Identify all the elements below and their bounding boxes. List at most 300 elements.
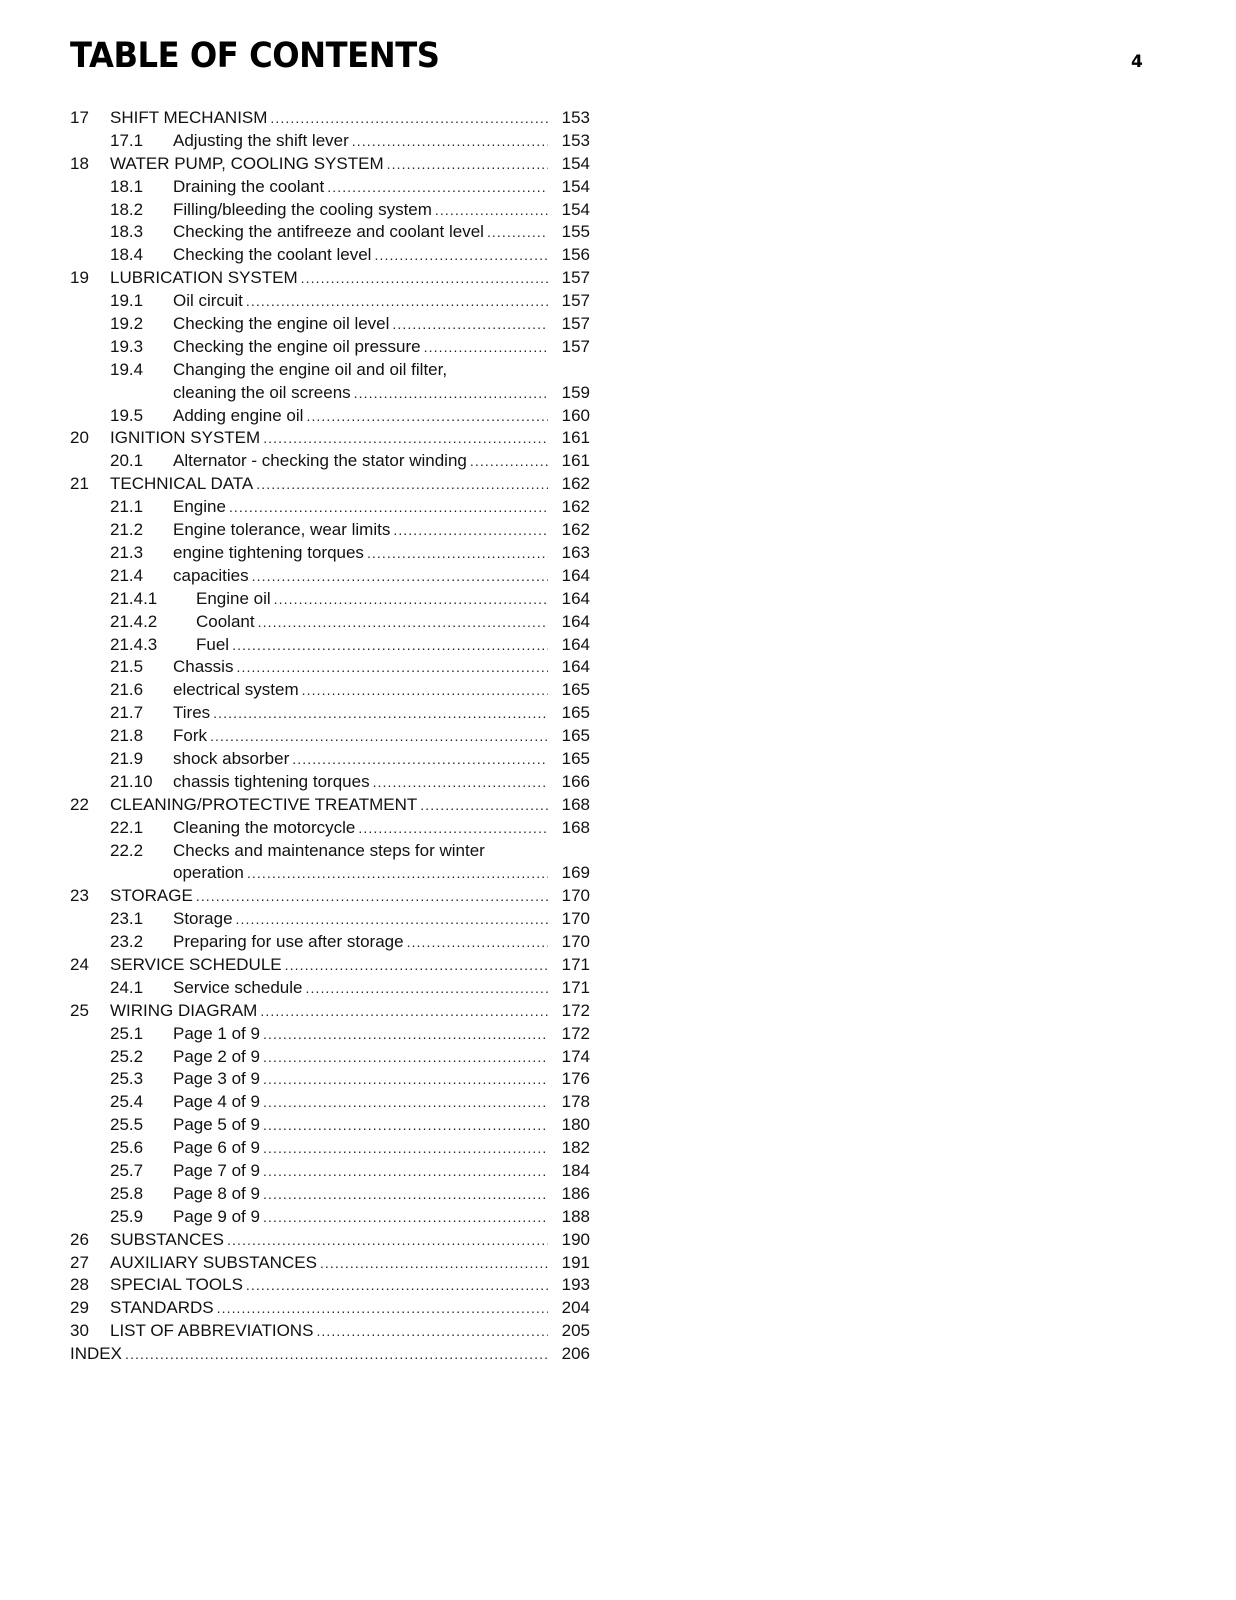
toc-entry-body	[173, 908, 590, 931]
toc-entry-title: Storage	[173, 908, 236, 931]
toc-entry-number: 20.1	[110, 451, 144, 471]
toc-entry-body	[173, 977, 590, 1000]
toc-entry[interactable]	[70, 794, 590, 817]
toc-entry-number: 25.9	[110, 1206, 144, 1226]
toc-entry-page: 165	[561, 703, 590, 723]
dot-leader	[258, 611, 548, 634]
toc-entry[interactable]	[70, 748, 590, 771]
toc-entry-number: 18.4	[110, 245, 144, 265]
toc-entry-body	[173, 1068, 590, 1091]
toc-entry-number: 27	[70, 1252, 89, 1272]
toc-entry-number: 18.2	[110, 199, 144, 219]
toc-entry-title: LIST OF ABBREVIATIONS	[110, 1320, 316, 1343]
toc-entry-page: 165	[561, 680, 590, 700]
page-number: 4	[1131, 52, 1143, 72]
toc-entry-page: 164	[561, 611, 590, 631]
dot-leader	[392, 313, 548, 336]
toc-entry-page: 170	[561, 909, 590, 929]
toc-entry-number: 23	[70, 886, 89, 906]
toc-entry-page: 157	[561, 268, 590, 288]
toc-entry[interactable]	[70, 1297, 590, 1320]
toc-entry-title: engine tightening torques	[173, 542, 367, 565]
toc-entry-body	[110, 1000, 590, 1023]
toc-entry-page: 156	[561, 245, 590, 265]
toc-entry-number: 25.1	[110, 1023, 144, 1043]
page-title: TABLE OF CONTENTS	[70, 36, 440, 76]
toc-entry-body	[173, 336, 590, 359]
toc-entry[interactable]	[70, 107, 590, 130]
dot-leader	[246, 290, 548, 313]
toc-entry-number: 26	[70, 1229, 89, 1249]
toc-entry-page: 204	[561, 1298, 590, 1318]
dot-leader	[263, 1137, 548, 1160]
toc-entry-page: 153	[561, 108, 590, 127]
toc-entry-title: CLEANING/PROTECTIVE TREATMENT	[110, 794, 420, 817]
toc-entry-body	[173, 405, 590, 428]
dot-leader	[285, 954, 548, 977]
dot-leader	[217, 1297, 548, 1320]
toc-entry-page: 174	[561, 1046, 590, 1066]
dot-leader	[487, 221, 548, 244]
toc-entry-page: 165	[561, 748, 590, 768]
dot-leader	[373, 771, 548, 794]
toc-entry-page: 165	[561, 726, 590, 746]
toc-entry-page: 206	[561, 1344, 590, 1364]
toc-entry-page: 168	[561, 794, 590, 814]
toc-entry-body	[173, 817, 590, 840]
toc-entry-title-line1: Changing the engine oil and oil filter,	[173, 359, 448, 379]
toc-entry[interactable]	[70, 1320, 590, 1343]
toc-entry[interactable]	[70, 176, 590, 199]
dot-leader	[367, 542, 548, 565]
dot-leader	[229, 496, 548, 519]
toc-entry-number: 21	[70, 474, 89, 494]
dot-leader	[256, 473, 548, 496]
toc-entry-number: 25	[70, 1000, 89, 1020]
toc-entry[interactable]	[70, 519, 590, 542]
toc-entry[interactable]	[70, 542, 590, 565]
dot-leader	[125, 1343, 548, 1366]
toc-entry-number: 21.6	[110, 680, 144, 700]
toc-entry-body	[110, 153, 590, 176]
toc-entry-body	[173, 313, 590, 336]
toc-entry[interactable]	[70, 199, 590, 222]
toc-entry-number: 19.2	[110, 314, 144, 334]
toc-entry-title: cleaning the oil screens	[173, 382, 354, 405]
toc-entry[interactable]	[70, 656, 590, 679]
toc-entry-title: Page 5 of 9	[173, 1114, 263, 1137]
toc-entry-number: 21.4	[110, 565, 144, 585]
toc-entry-page: 180	[561, 1115, 590, 1135]
toc-entry-title: STANDARDS	[110, 1297, 217, 1320]
toc-entry-body	[173, 1160, 590, 1183]
toc-entry-title: INDEX	[70, 1343, 125, 1366]
toc-entry-number: 21.8	[110, 726, 144, 746]
toc-entry[interactable]	[70, 588, 590, 611]
toc-entry-body	[110, 954, 590, 977]
toc-entry[interactable]	[70, 496, 590, 519]
dot-leader	[263, 1068, 548, 1091]
toc-entry-title: IGNITION SYSTEM	[110, 427, 263, 450]
toc-entry-title: Page 9 of 9	[173, 1206, 263, 1229]
toc-entry-body	[173, 1091, 590, 1114]
dot-leader	[263, 1206, 548, 1229]
toc-entry-page: 170	[561, 886, 590, 906]
toc-entry-body	[110, 885, 590, 908]
toc-entry[interactable]	[70, 1160, 590, 1183]
toc-entry[interactable]	[70, 405, 590, 428]
toc-entry-page: 154	[561, 176, 590, 196]
toc-entry-number: 21.4.2	[110, 611, 158, 631]
toc-entry-number: 23.1	[110, 909, 144, 929]
toc-entry-body	[110, 1320, 590, 1343]
dot-leader	[358, 817, 548, 840]
toc-entry-title: Alternator - checking the stator winding	[173, 450, 470, 473]
toc-entry-body	[173, 542, 590, 565]
dot-leader	[210, 725, 548, 748]
toc-entry-title: Service schedule	[173, 977, 305, 1000]
toc-entry-body	[173, 199, 590, 222]
dot-leader	[227, 1229, 548, 1252]
toc-entry-title: Engine oil	[196, 588, 274, 611]
toc-entry[interactable]	[70, 634, 590, 657]
toc-entry-title: Page 7 of 9	[173, 1160, 263, 1183]
dot-leader	[354, 382, 548, 405]
toc-entry[interactable]	[70, 221, 590, 244]
dot-leader	[247, 862, 548, 885]
toc-entry-page: 157	[561, 291, 590, 311]
toc-entry[interactable]	[70, 977, 590, 1000]
toc-entry[interactable]	[70, 1068, 590, 1091]
toc-entry-number: 19	[70, 268, 89, 288]
toc-entry-title: Page 4 of 9	[173, 1091, 263, 1114]
table-of-contents	[70, 107, 590, 1366]
toc-entry-body	[173, 1137, 590, 1160]
toc-entry[interactable]	[70, 679, 590, 702]
toc-entry-body	[173, 565, 590, 588]
dot-leader	[301, 267, 548, 290]
toc-entry-body	[173, 519, 590, 542]
toc-entry-title: TECHNICAL DATA	[110, 473, 256, 496]
dot-leader	[292, 748, 548, 771]
toc-entry[interactable]	[70, 427, 590, 450]
toc-entry[interactable]	[70, 290, 590, 313]
toc-entry-page: 171	[561, 977, 590, 997]
toc-entry-body	[173, 496, 590, 519]
toc-entry-title: WATER PUMP, COOLING SYSTEM	[110, 153, 387, 176]
dot-leader	[232, 634, 548, 657]
toc-entry-number: 18.1	[110, 176, 144, 196]
dot-leader	[263, 1160, 548, 1183]
toc-entry[interactable]	[70, 1343, 590, 1366]
toc-entry-page: 164	[561, 565, 590, 585]
toc-entry-number: 19.4	[110, 359, 144, 379]
toc-entry-number: 21.9	[110, 748, 144, 768]
toc-entry-title: STORAGE	[110, 885, 196, 908]
toc-entry[interactable]	[70, 885, 590, 908]
toc-entry-number: 17.1	[110, 130, 144, 150]
toc-entry-page: 161	[561, 428, 590, 448]
toc-entry[interactable]	[70, 1252, 590, 1275]
toc-entry-title: Preparing for use after storage	[173, 931, 407, 954]
toc-entry-body	[173, 840, 590, 886]
toc-entry[interactable]	[70, 702, 590, 725]
dot-leader	[387, 153, 548, 176]
toc-entry[interactable]	[70, 153, 590, 176]
dot-leader	[263, 427, 548, 450]
toc-entry-number: 21.5	[110, 657, 144, 677]
toc-entry[interactable]	[70, 244, 590, 267]
toc-entry-page: 182	[561, 1138, 590, 1158]
toc-entry[interactable]	[70, 450, 590, 473]
toc-entry-body	[173, 702, 590, 725]
dot-leader	[302, 679, 548, 702]
toc-entry-body	[173, 656, 590, 679]
toc-entry-body	[70, 1343, 590, 1366]
toc-entry-page: 186	[561, 1183, 590, 1203]
toc-entry-body	[173, 244, 590, 267]
toc-entry-title: Page 2 of 9	[173, 1046, 263, 1069]
toc-entry-title: Fork	[173, 725, 210, 748]
toc-entry-number: 21.7	[110, 703, 144, 723]
toc-entry[interactable]	[70, 130, 590, 153]
toc-entry-body	[110, 1297, 590, 1320]
toc-entry-body	[173, 1206, 590, 1229]
toc-entry-number: 25.6	[110, 1138, 144, 1158]
toc-entry-title: Page 3 of 9	[173, 1068, 263, 1091]
dot-leader	[407, 931, 548, 954]
toc-entry-number: 21.1	[110, 497, 144, 517]
toc-entry-title: shock absorber	[173, 748, 292, 771]
dot-leader	[327, 176, 548, 199]
toc-entry-page: 188	[561, 1206, 590, 1226]
toc-entry-page: 154	[561, 153, 590, 173]
toc-entry-page: 161	[561, 451, 590, 471]
toc-entry-title: Checking the engine oil level	[173, 313, 392, 336]
toc-entry-title-line1: Checks and maintenance steps for winter	[173, 840, 485, 860]
toc-entry[interactable]	[70, 771, 590, 794]
toc-entry[interactable]	[70, 1206, 590, 1229]
toc-entry-page: 166	[561, 771, 590, 791]
toc-entry[interactable]	[70, 565, 590, 588]
toc-entry-number: 30	[70, 1321, 89, 1341]
toc-entry-body	[110, 1229, 590, 1252]
toc-entry-number: 24	[70, 954, 89, 974]
toc-entry-body	[173, 176, 590, 199]
toc-entry-number: 19.1	[110, 291, 144, 311]
toc-entry-number: 20	[70, 428, 89, 448]
dot-leader	[435, 199, 548, 222]
toc-entry-body	[196, 634, 590, 657]
toc-entry-title: chassis tightening torques	[173, 771, 373, 794]
dot-leader	[305, 977, 548, 1000]
toc-entry-page: 159	[561, 382, 590, 402]
toc-entry[interactable]	[70, 840, 590, 886]
toc-entry-page: 193	[561, 1275, 590, 1295]
toc-entry-page: 176	[561, 1069, 590, 1089]
toc-entry-title: Engine	[173, 496, 229, 519]
toc-entry-page: 190	[561, 1229, 590, 1249]
dot-leader	[260, 1000, 548, 1023]
toc-entry-number: 21.3	[110, 542, 144, 562]
toc-entry-body	[110, 473, 590, 496]
toc-entry-title: Engine tolerance, wear limits	[173, 519, 393, 542]
toc-entry-title: Page 6 of 9	[173, 1137, 263, 1160]
toc-entry-number: 24.1	[110, 977, 144, 997]
toc-entry[interactable]	[70, 1046, 590, 1069]
toc-entry-body	[173, 931, 590, 954]
dot-leader	[470, 450, 548, 473]
toc-entry-page: 153	[561, 130, 590, 150]
dot-leader	[263, 1091, 548, 1114]
toc-entry-body	[173, 290, 590, 313]
dot-leader	[374, 244, 548, 267]
toc-entry-number: 25.5	[110, 1115, 144, 1135]
toc-entry[interactable]	[70, 817, 590, 840]
toc-entry-body	[173, 450, 590, 473]
toc-entry-page: 205	[561, 1321, 590, 1341]
toc-entry-page: 164	[561, 657, 590, 677]
dot-leader	[393, 519, 548, 542]
toc-entry-number: 29	[70, 1298, 89, 1318]
dot-leader	[236, 656, 548, 679]
toc-entry-page: 157	[561, 314, 590, 334]
toc-entry-number: 25.7	[110, 1161, 144, 1180]
dot-leader	[246, 1274, 548, 1297]
toc-entry-number: 22	[70, 794, 89, 814]
dot-leader	[252, 565, 548, 588]
dot-leader	[316, 1320, 548, 1343]
toc-entry-title: LUBRICATION SYSTEM	[110, 267, 301, 290]
toc-entry-body	[110, 427, 590, 450]
toc-entry-number: 22.2	[110, 840, 144, 860]
toc-entry-title: electrical system	[173, 679, 302, 702]
toc-entry-title: Cleaning the motorcycle	[173, 817, 358, 840]
toc-entry-number: 18	[70, 153, 89, 173]
toc-entry-body	[173, 748, 590, 771]
toc-entry[interactable]	[70, 267, 590, 290]
toc-entry-page: 191	[561, 1252, 590, 1272]
toc-entry-number: 17	[70, 108, 89, 127]
dot-leader	[270, 107, 548, 130]
toc-entry-title: SUBSTANCES	[110, 1229, 227, 1252]
toc-entry-body	[110, 1252, 590, 1275]
toc-entry[interactable]	[70, 725, 590, 748]
toc-entry[interactable]	[70, 313, 590, 336]
dot-leader	[263, 1114, 548, 1137]
toc-entry-body	[110, 794, 590, 817]
dot-leader	[274, 588, 548, 611]
toc-entry-body	[110, 1274, 590, 1297]
dot-leader	[306, 405, 548, 428]
dot-leader	[263, 1046, 548, 1069]
toc-entry[interactable]	[70, 473, 590, 496]
toc-entry-title: Fuel	[196, 634, 232, 657]
toc-entry[interactable]	[70, 1000, 590, 1023]
toc-entry-title: Adding engine oil	[173, 405, 306, 428]
toc-entry-body	[110, 267, 590, 290]
dot-leader	[320, 1252, 548, 1275]
toc-entry-body	[173, 1023, 590, 1046]
toc-entry-page: 172	[561, 1000, 590, 1020]
toc-entry-title: WIRING DIAGRAM	[110, 1000, 260, 1023]
toc-entry-title: AUXILIARY SUBSTANCES	[110, 1252, 320, 1275]
toc-entry[interactable]	[70, 336, 590, 359]
toc-entry-title: operation	[173, 862, 247, 885]
toc-entry[interactable]	[70, 1091, 590, 1114]
toc-entry-title: Filling/bleeding the cooling system	[173, 199, 435, 222]
dot-leader	[263, 1023, 548, 1046]
toc-entry-title: SERVICE SCHEDULE	[110, 954, 285, 977]
toc-entry-number: 19.3	[110, 336, 144, 356]
toc-entry-title: Page 1 of 9	[173, 1023, 263, 1046]
toc-entry-page: 171	[561, 954, 590, 974]
toc-entry-page: 172	[561, 1023, 590, 1043]
toc-entry[interactable]	[70, 908, 590, 931]
toc-entry-body	[196, 588, 590, 611]
toc-entry-title: Chassis	[173, 656, 236, 679]
toc-entry-number: 23.2	[110, 932, 144, 952]
toc-entry[interactable]	[70, 954, 590, 977]
toc-entry-number: 25.4	[110, 1092, 144, 1112]
toc-entry-body	[173, 1046, 590, 1069]
toc-entry[interactable]	[70, 1274, 590, 1297]
toc-entry[interactable]	[70, 1183, 590, 1206]
dot-leader	[420, 794, 548, 817]
dot-leader	[236, 908, 548, 931]
toc-entry-body	[173, 130, 590, 153]
toc-entry-title: Adjusting the shift lever	[173, 130, 352, 153]
toc-entry-page: 164	[561, 634, 590, 654]
toc-entry-body	[196, 611, 590, 634]
dot-leader	[424, 336, 548, 359]
toc-entry-page: 178	[561, 1092, 590, 1112]
toc-entry-number: 21.4.1	[110, 588, 158, 608]
toc-entry-page: 162	[561, 497, 590, 517]
toc-entry-title: Draining the coolant	[173, 176, 327, 199]
toc-entry-page: 168	[561, 817, 590, 837]
toc-entry[interactable]	[70, 1137, 590, 1160]
toc-entry[interactable]	[70, 931, 590, 954]
toc-entry-page: 154	[561, 199, 590, 219]
toc-entry-number: 28	[70, 1275, 89, 1295]
toc-entry-title: Coolant	[196, 611, 258, 634]
toc-entry[interactable]	[70, 1023, 590, 1046]
toc-entry-body	[173, 359, 590, 405]
toc-entry-title: Checking the antifreeze and coolant level	[173, 221, 487, 244]
toc-entry-title: Checking the coolant level	[173, 244, 374, 267]
toc-entry-title: capacities	[173, 565, 252, 588]
toc-entry-number: 25.8	[110, 1183, 144, 1203]
toc-entry-title: SHIFT MECHANISM	[110, 107, 270, 130]
toc-entry-page: 169	[561, 863, 590, 883]
toc-entry-page: 162	[561, 474, 590, 494]
toc-entry[interactable]	[70, 1229, 590, 1252]
toc-entry-body	[173, 771, 590, 794]
toc-entry-number: 22.1	[110, 817, 144, 837]
toc-entry-number: 21.4.3	[110, 634, 158, 654]
toc-entry-page: 155	[561, 222, 590, 242]
toc-entry[interactable]	[70, 1114, 590, 1137]
toc-entry-title: Tires	[173, 702, 213, 725]
toc-entry-number: 21.2	[110, 520, 144, 540]
toc-entry-title: Checking the engine oil pressure	[173, 336, 424, 359]
toc-entry-title: Oil circuit	[173, 290, 246, 313]
dot-leader	[352, 130, 548, 153]
toc-entry[interactable]	[70, 359, 590, 405]
dot-leader	[263, 1183, 548, 1206]
toc-entry[interactable]	[70, 611, 590, 634]
